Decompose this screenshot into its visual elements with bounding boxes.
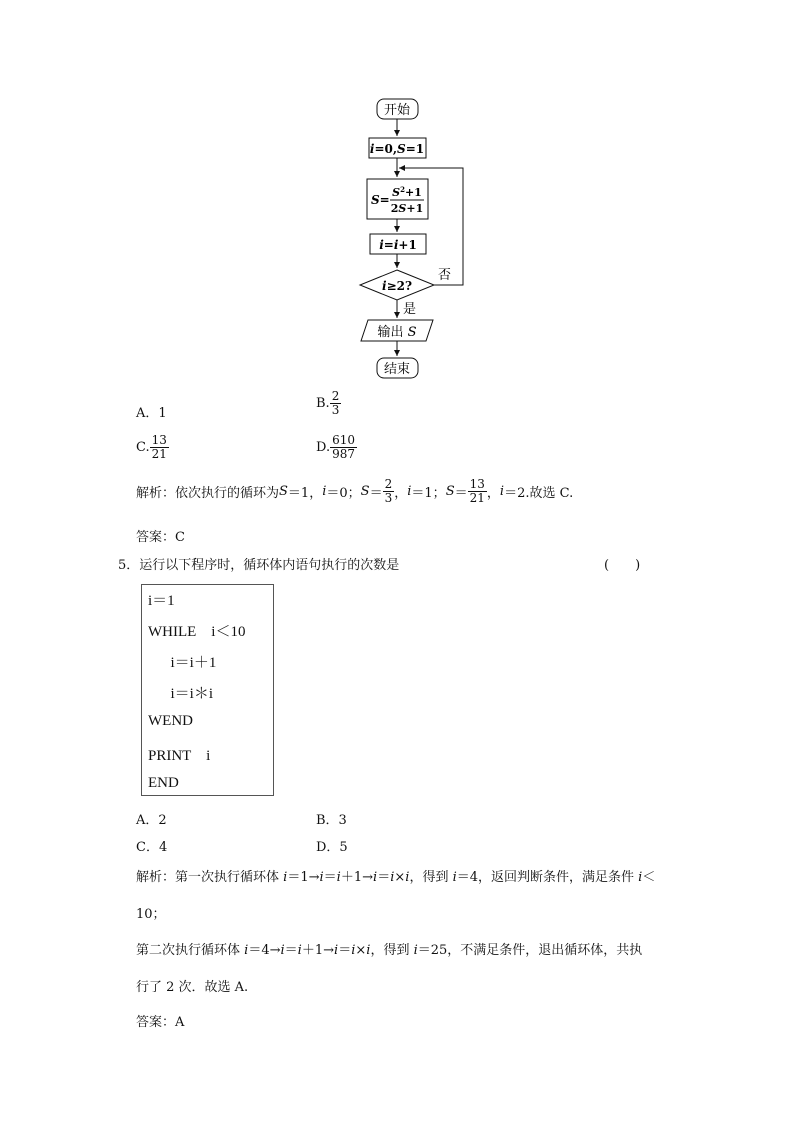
code-line: WHILE i＜10: [148, 624, 246, 640]
yes-label: 是: [403, 302, 417, 317]
decision-label: i≥2?: [382, 279, 412, 293]
q4-analysis: 解析：依次执行的循环为 S ＝1， i ＝0； S ＝ $\frac{2}{3}$ ， i ＝1； S ＝ $\frac{13}{21}$ ， i ＝2.故选 C.: [136, 477, 574, 505]
q4-option-b: B. $\frac{2}{3}$: [316, 389, 340, 417]
increment-label: i=i+1: [379, 238, 417, 252]
q4-option-c: C. $\frac{13}{21}$: [136, 433, 167, 461]
code-line: PRINT i: [148, 748, 211, 764]
q5-stem: 5．运行以下程序时，循环体内语句执行的次数是: [118, 558, 400, 573]
q5-option-d: D．5: [316, 840, 348, 855]
q5-option-c: C．4: [136, 840, 168, 855]
q4-option-d: D. $\frac{610}{987}$: [316, 433, 355, 461]
q5-answer: 答案：A: [136, 1015, 185, 1030]
q5-answer-paren: ( ): [604, 558, 641, 573]
code-line: i＝i＋1: [148, 655, 217, 671]
flowchart: [0, 0, 794, 400]
end-label: 结束: [383, 362, 411, 377]
q5-analysis-line1: 解析：第一次执行循环体 i＝1→i＝i＋1→i＝i×i，得到 i＝4，返回判断条件，满足条件 i＜: [136, 870, 656, 885]
output-label: 输出 S: [377, 325, 417, 340]
q5-analysis-line2: 10；: [136, 907, 166, 922]
formula-denominator: 2S+1: [390, 202, 424, 215]
code-line: i＝i＊i: [148, 686, 214, 702]
q5-analysis-line4: 行了 2 次．故选 A.: [136, 980, 249, 995]
q4-answer: 答案：C: [136, 530, 185, 545]
q5-option-b: B．3: [316, 813, 347, 828]
q4-option-a: A．1: [136, 406, 167, 421]
formula-lhs: S=: [371, 193, 390, 207]
no-label: 否: [438, 268, 452, 283]
start-label: 开始: [383, 103, 411, 118]
formula-numerator: $S^2+1$: [392, 185, 422, 199]
init-label: i=0,S=1: [369, 142, 425, 156]
code-line: WEND: [148, 713, 193, 729]
q5-code-box: [141, 584, 274, 796]
q5-option-a: A．2: [136, 813, 167, 828]
q5-analysis-line3: 第二次执行循环体 i＝4→i＝i＋1→i＝i×i，得到 i＝25，不满足条件，退出循环体，共执: [136, 943, 643, 958]
code-line: END: [148, 775, 179, 791]
code-line: i＝1: [148, 593, 175, 609]
